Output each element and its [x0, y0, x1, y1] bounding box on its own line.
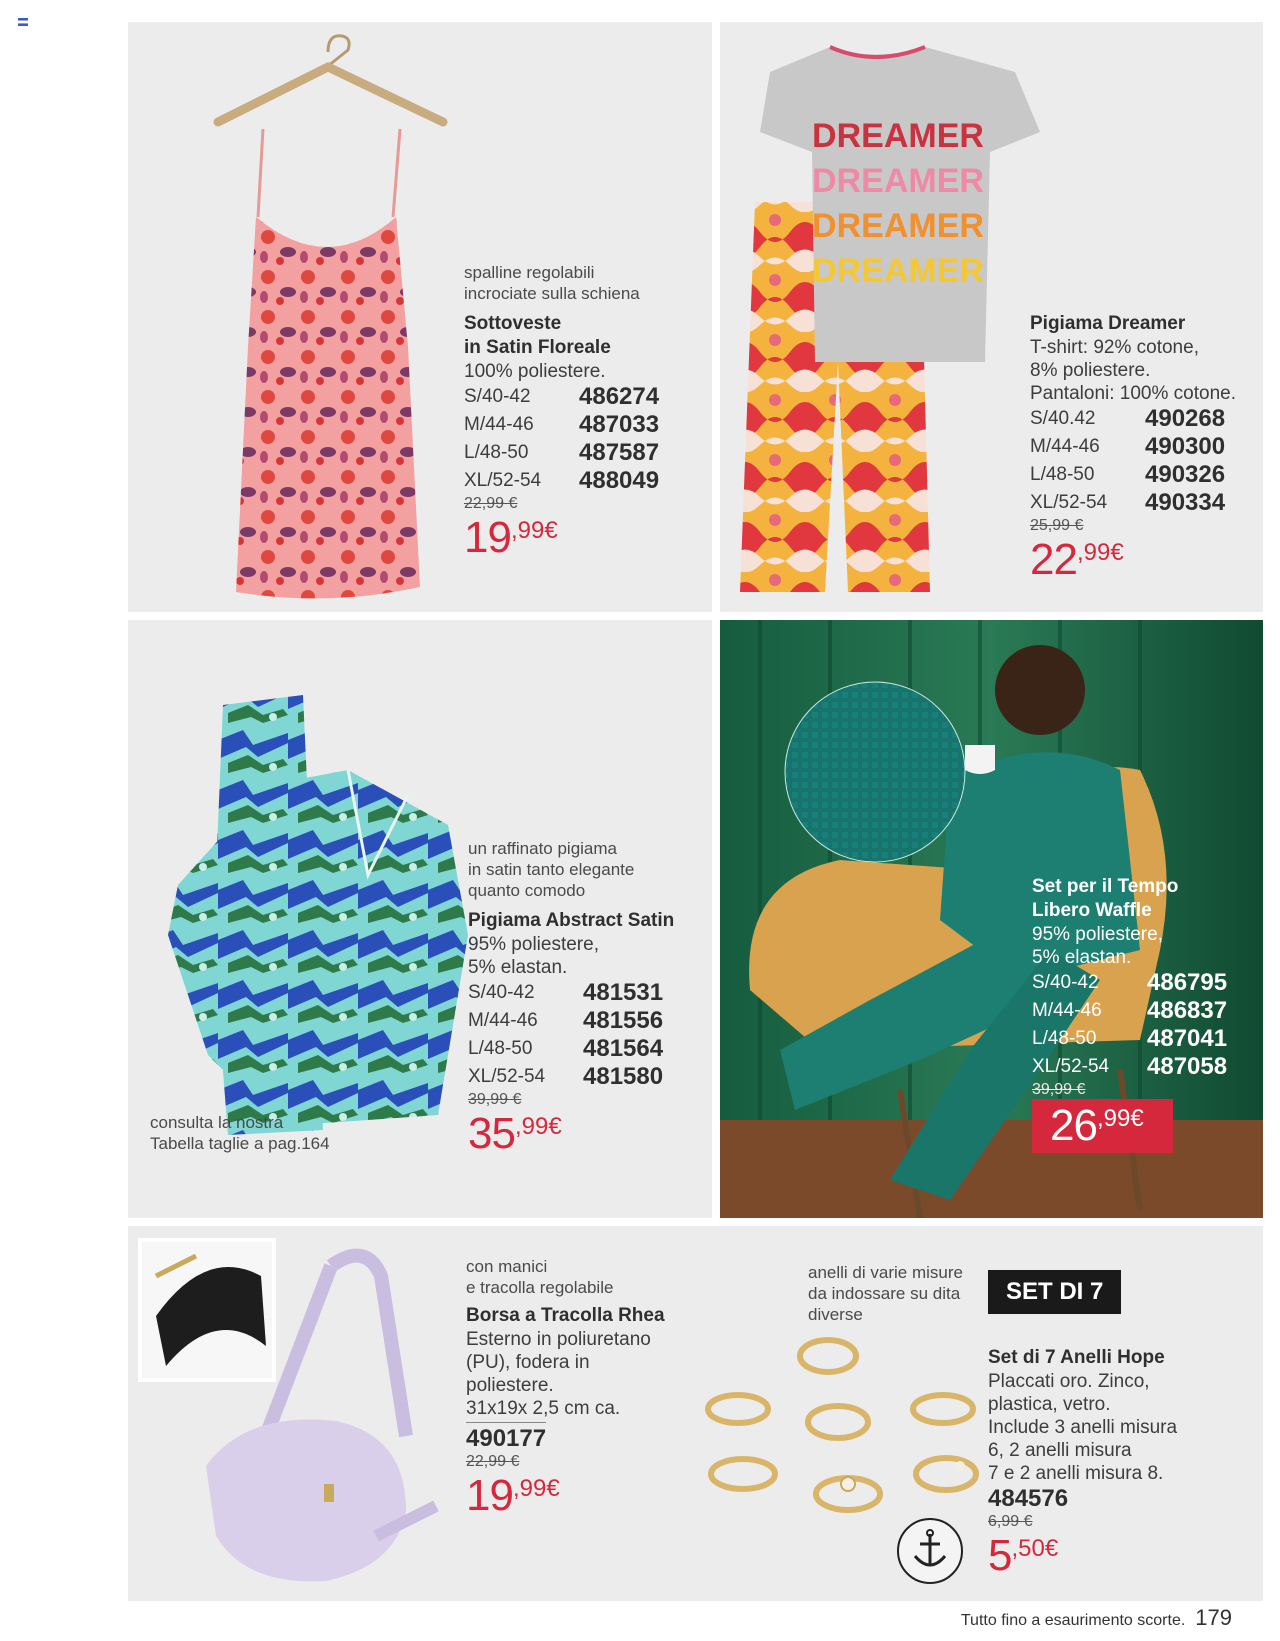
size-label: L/48-50 — [1032, 1028, 1097, 1049]
slip-old-price: 22,99 € — [464, 495, 518, 512]
rings-title: Set di 7 Anelli Hope — [988, 1347, 1165, 1368]
waffle-title: Set per il Tempo Libero Waffle — [1032, 876, 1179, 921]
size-label: XL/52-54 — [468, 1066, 546, 1087]
size-row — [1030, 461, 1225, 489]
slip-dress-image — [178, 27, 478, 607]
size-row — [464, 439, 659, 467]
product-code: 490300 — [1145, 433, 1226, 460]
size-label: L/48-50 — [468, 1038, 533, 1059]
size-label: M/44-46 — [1032, 1000, 1102, 1021]
abstract-old-price: 39,99 € — [468, 1091, 522, 1108]
dreamer-title: Pigiama Dreamer — [1030, 313, 1186, 334]
size-chart-note: consulta la nostra Tabella taglie a pag.164 — [150, 1113, 330, 1153]
size-row — [1032, 997, 1227, 1025]
product-panel-abstract — [128, 620, 712, 1218]
product-code: 486837 — [1147, 997, 1228, 1024]
abstract-pajama-image — [148, 675, 478, 1155]
rings-desc: Placcati oro. Zinco, plastica, vetro. Include 3 anelli misura 6, 2 anelli misura 7 e 2 anelli misura 8. — [988, 1371, 1178, 1484]
size-row — [1032, 1025, 1227, 1053]
slip-note: spalline regolabili incrociate sulla schiena — [464, 263, 640, 303]
waffle-old-price: 39,99 € — [1032, 1081, 1086, 1098]
product-code: 481531 — [583, 979, 664, 1006]
abstract-price: $35^{,99€}$ — [468, 1109, 561, 1158]
size-label: XL/52-54 — [1030, 492, 1108, 513]
product-panel-accessories — [128, 1226, 1263, 1601]
size-row — [468, 1063, 663, 1091]
bag-old-price: 22,99 € — [466, 1453, 520, 1470]
size-label: M/44-46 — [468, 1010, 538, 1031]
flag-icon — [18, 18, 28, 26]
set-badge: SET DI 7 — [988, 1270, 1121, 1314]
abstract-size-table — [468, 979, 663, 1091]
dreamer-desc: T-shirt: 92% cotone, 8% poliestere. Pantaloni: 100% cotone. — [1030, 337, 1236, 404]
dreamer-price: $22^{,99€}$ — [1030, 535, 1123, 584]
size-row — [464, 467, 659, 495]
waffle-size-table — [1032, 969, 1227, 1081]
product-code: 487058 — [1147, 1053, 1228, 1080]
product-code: 488049 — [579, 467, 660, 494]
dreamer-old-price: 25,99 € — [1030, 517, 1084, 534]
rings-code: 484576 — [988, 1485, 1069, 1512]
product-panel-slip — [128, 22, 712, 612]
shirt-print-4: DREAMER — [812, 252, 984, 290]
slip-price: $19^{,99€}$ — [464, 513, 557, 562]
product-code: 490326 — [1145, 461, 1226, 488]
size-label: S/40-42 — [1032, 972, 1099, 993]
size-label: M/44-46 — [464, 414, 534, 435]
waffle-price-box — [1032, 1099, 1173, 1153]
size-label: L/48-50 — [1030, 464, 1095, 485]
product-code: 487033 — [579, 411, 660, 438]
size-label: S/40-42 — [468, 982, 535, 1003]
size-label: XL/52-54 — [1032, 1056, 1110, 1077]
product-code: 486274 — [579, 383, 660, 410]
size-label: XL/52-54 — [464, 470, 542, 491]
size-label: S/40-42 — [464, 386, 531, 407]
size-label: L/48-50 — [464, 442, 529, 463]
anchor-logo-icon — [895, 1516, 965, 1586]
shirt-print-1: DREAMER — [812, 117, 984, 155]
product-code: 487041 — [1147, 1025, 1228, 1052]
waffle-desc: 95% poliestere, 5% elastan. — [1032, 924, 1163, 968]
product-code: 490268 — [1145, 405, 1226, 432]
size-label: S/40.42 — [1030, 408, 1096, 429]
size-label: M/44-46 — [1030, 436, 1100, 457]
rings-old-price: 6,99 € — [988, 1513, 1033, 1530]
product-code: 481556 — [583, 1007, 664, 1034]
page-footer — [961, 1605, 1232, 1631]
dreamer-size-table — [1030, 405, 1225, 517]
size-row — [464, 383, 659, 411]
page-number: 179 — [1195, 1605, 1232, 1630]
bag-desc: Esterno in poliuretano (PU), fodera in poliestere. 31x19x 2,5 cm ca. — [466, 1329, 651, 1419]
slip-size-table — [464, 383, 659, 495]
product-code: 490334 — [1145, 489, 1226, 516]
size-row — [1030, 405, 1225, 433]
product-code: 481580 — [583, 1063, 664, 1090]
size-row — [468, 1035, 663, 1063]
shirt-print-3: DREAMER — [812, 207, 984, 245]
bag-code: 490177 — [466, 1422, 546, 1453]
size-row — [1030, 489, 1225, 517]
rings-image — [688, 1334, 1008, 1534]
bag-title: Borsa a Tracolla Rhea — [466, 1305, 665, 1326]
shirt-print-2: DREAMER — [812, 162, 984, 200]
size-row — [468, 1007, 663, 1035]
waffle-price: $26^{,99€}$ — [1050, 1101, 1143, 1150]
bag-price: $19^{,99€}$ — [466, 1471, 559, 1520]
abstract-desc: 95% poliestere, 5% elastan. — [468, 934, 599, 978]
product-code: 486795 — [1147, 969, 1228, 996]
abstract-title: Pigiama Abstract Satin — [468, 910, 675, 931]
bag-image — [136, 1236, 446, 1596]
stock-note: Tutto fino a esaurimento scorte. — [960, 1612, 1186, 1629]
product-panel-dreamer — [720, 22, 1263, 612]
size-row — [1032, 969, 1227, 997]
product-code: 481564 — [583, 1035, 664, 1062]
dreamer-pajama-image — [730, 32, 1060, 612]
size-row — [468, 979, 663, 1007]
product-code: 487587 — [579, 439, 660, 466]
size-row — [464, 411, 659, 439]
rings-price: $5^{,50€}$ — [988, 1531, 1058, 1580]
rings-note: anelli di varie misure da indossare su dita diverse — [808, 1263, 963, 1324]
slip-desc: 100% poliestere. — [464, 361, 606, 382]
abstract-note: un raffinato pigiama in satin tanto elegante quanto comodo — [468, 839, 635, 900]
size-row — [1032, 1053, 1227, 1081]
size-row — [1030, 433, 1225, 461]
slip-title: Sottoveste in Satin Floreale — [464, 313, 611, 358]
product-panel-waffle — [720, 620, 1263, 1218]
bag-note: con manici e tracolla regolabile — [466, 1257, 614, 1297]
